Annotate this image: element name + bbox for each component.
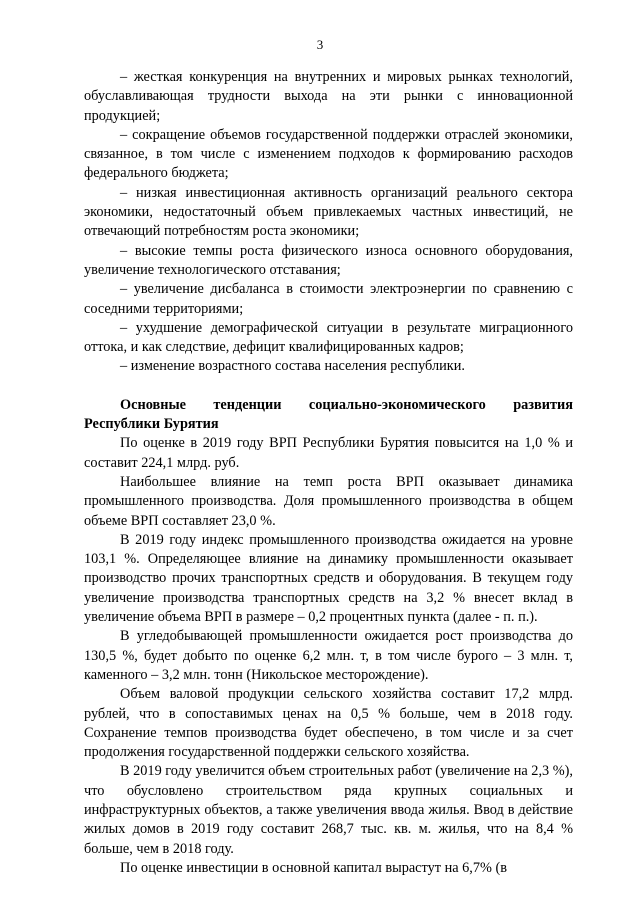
body-paragraph: Объем валовой продукции сельского хозяйства составит 17,2 млрд. рублей, что в сопоставимых ценах на 0,5 % больше, чем в 2018 году. Сохранение темпов производства будет обеспечено, в том числе и за счет продолжения государственной поддержки сельского хозяйства.: [84, 686, 573, 761]
risk-item: – высокие темпы роста физического износа основного оборудования, увеличение технологического отставания;: [84, 242, 573, 278]
body-paragraph: Наибольшее влияние на темп роста ВРП оказывает динамика промышленного производства. Доля промышленного производства в общем объеме ВРП составляет 23,0 %.: [84, 473, 573, 529]
risk-item: – сокращение объемов государственной поддержки отраслей экономики, связанное, в том числе с изменением подходов к формированию расходов федерального бюджета;: [84, 126, 573, 182]
risk-item: – жесткая конкуренция на внутренних и мировых рынках технологий, обуславливающая трудности выхода на эти рынки с инновационной продукцией;: [84, 69, 573, 124]
risk-item: – низкая инвестиционная активность организаций реального сектора экономики, недостаточный объем привлекаемых частных инвестиций, не отвечающий потребностям роста экономики;: [84, 184, 573, 240]
section-heading: Основные тенденции социально-экономического развития Республики Бурятия: [84, 396, 573, 433]
body-paragraph: В 2019 году индекс промышленного производства ожидается на уровне 103,1 %. Определяющее влияние на динамику промышленности оказывает производство прочих транспортных средств и оборудования. В текущем году увеличение производства транспортных средств на 3,2 % внесет вклад в увеличение объема ВРП в размере – 0,2 процентных пункта (далее - п. п.).: [84, 531, 573, 626]
page-content: [84, 68, 573, 878]
risk-item: – ухудшение демографической ситуации в результате миграционного оттока, и как следствие, дефицит квалифицированных кадров;: [84, 319, 573, 356]
body-paragraph: В угледобывающей промышленности ожидается рост производства до 130,5 %, будет добыто по оценке 6,2 млн. т, в том числе бурого – 3 млн. т, каменного – 3,2 млн. тонн (Никольское месторождение).: [84, 628, 573, 683]
page-number: 3: [316, 37, 324, 52]
risk-item: – изменение возрастного состава населения республики.: [120, 358, 465, 375]
body-paragraph: В 2019 году увеличится объем строительных работ (увеличение на 2,3 %), что обусловлено строительством ряда крупных социальных и инфраструктурных объектов, а также увеличения ввода жилья. Ввод в действие жилых домов в 2019 году составит 268,7 тыс. кв. м. жилья, что на 8,4 % больше, чем в 2018 году.: [84, 763, 573, 857]
body-paragraph: По оценке в 2019 году ВРП Республики Бурятия повысится на 1,0 % и составит 224,1 млрд. руб.: [84, 435, 573, 471]
body-paragraph: По оценке инвестиции в основной капитал вырастут на 6,7% (в: [120, 859, 508, 876]
risk-item: – увеличение дисбаланса в стоимости электроэнергии по сравнению с соседними территориями;: [84, 281, 573, 317]
